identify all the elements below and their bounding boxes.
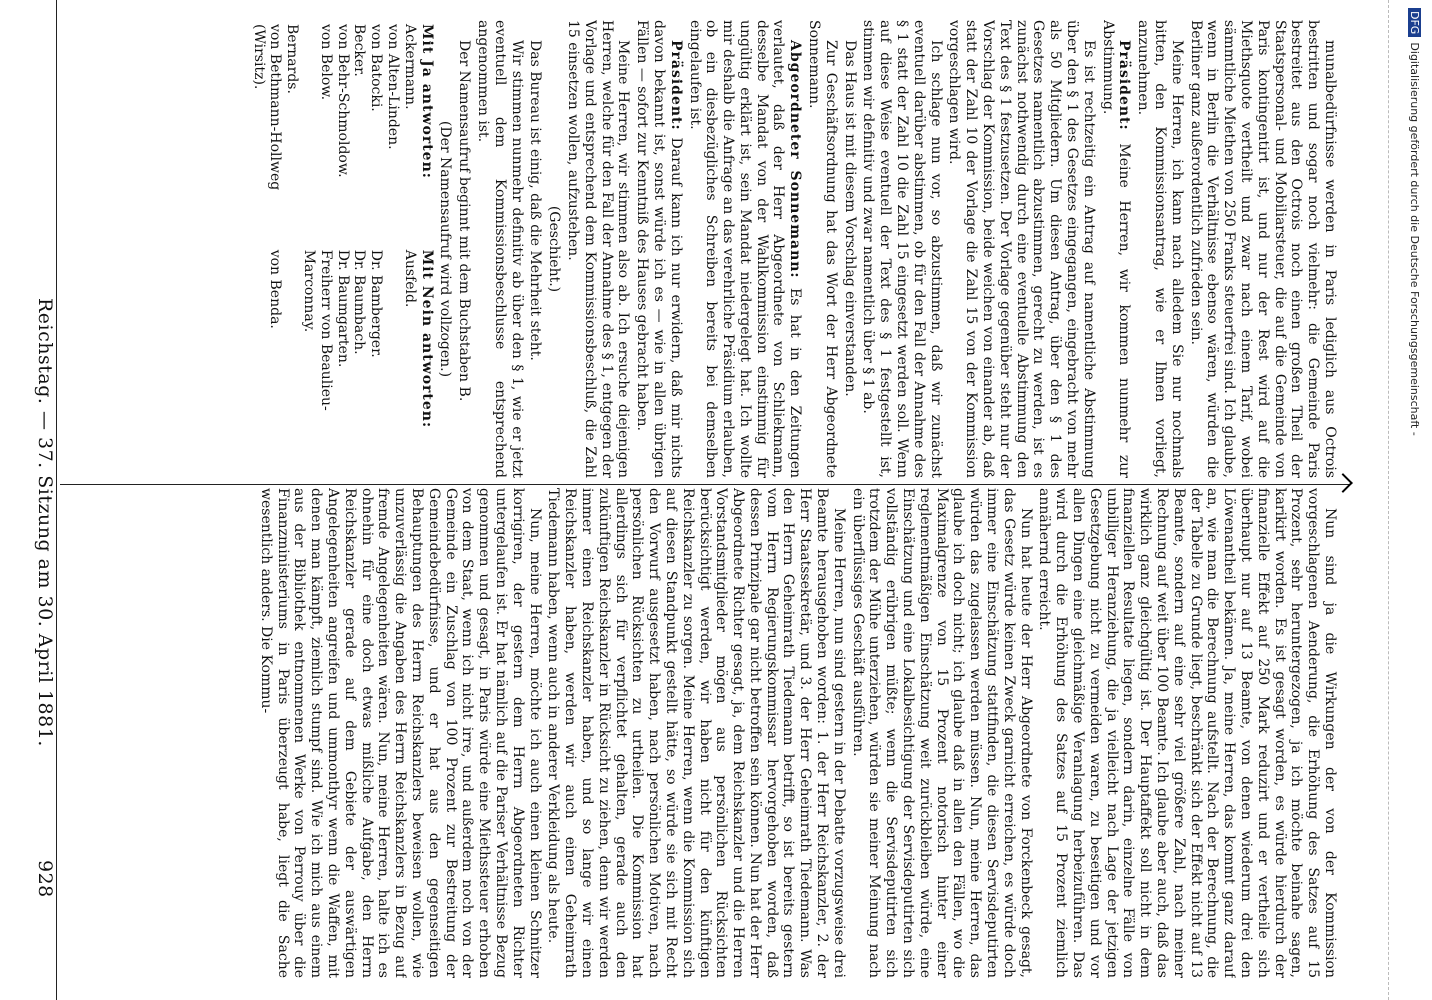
- no-name: Ausfeld.: [401, 249, 418, 308]
- stage-direction: (Geschieht.): [546, 205, 563, 293]
- table-row: [250, 20, 284, 478]
- no-name: Dr. Bamberger.: [368, 249, 385, 358]
- yes-name: von Batocki.: [368, 24, 385, 112]
- no-name: von Benda.: [267, 249, 284, 329]
- speaker-label: Abgeordneter Sonnemann:: [787, 40, 804, 279]
- yes-name: Ackermann.: [401, 24, 418, 110]
- speaker-paragraph: Abgeordneter Sonnemann: Es hat in den Zeitungen verlautet, daß der Herr Abgeordnete von Schliekmann, desselbe Mandat von der Wahlkommission einstimmig für ungültig erklärt ist, sein Mandat niedergelegt hat. Ich wollte mir deshalb die Anfrage an das verehrliche Präsidium erlauben, ob ein diesbezügliches Schreiben bereits bei demselben eingelaufen ist.: [686, 20, 804, 478]
- running-header: [12, 0, 57, 1000]
- yes-name: von Bethmann-Hollweg (Wirsitz).: [250, 24, 284, 191]
- table-row: [384, 20, 401, 478]
- stage-direction: (Der Namensaufruf wird vollzogen.): [437, 120, 454, 378]
- paragraph: Das Haus ist mit diesem Vorschlag einverstanden.: [841, 40, 858, 397]
- yes-heading: Mit Ja antworten:: [418, 24, 435, 179]
- running-title: Reichstag. — 37. Sitzung am 30. April 1881.: [34, 298, 56, 747]
- paragraph: Der Namensaufruf beginnt mit dem Buchstaben B.: [456, 40, 473, 402]
- yes-name: Bernards.: [284, 24, 301, 94]
- paragraph: munalbedürfnisse werden in Paris lediglich aus Octrois bestritten und sogar noch vielmehr: die Gemeinde Paris bestreitet aus den Octrois noch einen großen Theil der Staatspersonal- und Mobiliarsteuer, die auf die Gemeinde von Paris kontingentirt ist, und nur der Rest wird auf die Miethsquote vertheilt und zwar nach einem Tarif, wobei sämmtliche Miethen von 250 Franks steuerfrei sind. Ich glaube, wenn in Berlin die Verhältnisse ebenso wären, würden die Berliner ganz außerordentlich zufrieden sein.: [1187, 20, 1338, 478]
- roll-call-table: [250, 20, 435, 478]
- no-name: [384, 246, 401, 478]
- no-name: Dr. Baumgarten.: [334, 249, 351, 368]
- table-row: [300, 20, 334, 478]
- paragraph: Das Bureau ist einig, daß die Mehrheit steht.: [527, 40, 544, 361]
- paragraph: Nun, meine Herren, möchte ich auch einen kleinen Schnitzer korrigiren, der gestern dem Herrn Abgeordneten Richter untergelaufen ist. Er hat nämlich auf die Pariser Verhältnisse Bezug genommen und gesagt, in Paris würde eine Miethssteuer erhoben von dem Staat, wenn ich nicht irre, und außerdem noch von der Gemeinde ein Zuschlag von 100 Prozent zur Bestreitung der Gemeindebedürfnisse, und er hat aus den gegenseitigen Behauptungen des Herrn Reichskanzlers beweisen wollen, wie unzuverlässig die Angaben des Herrn Reichskanzlers in Bezug auf fremde Angelegenheiten wären. Nun, meine Herren, halte ich es ohnehin für eine doch etwas mißliche Aufgabe, den Herrn Reichskanzler gerade auf dem Gebiete der auswärtigen Angelegenheiten angreifen und ummonthyr wenn die Waffen, mit denen man kämpft, ziemlich stumpf sind. Wie ich mich aus einem aus der Bibliothek entnommenen Werke von Perrouy über die Finanzministeriums in Paris überzeugt habe, liegt die Sache wesentlich anders. Die Kommu-: [257, 488, 543, 978]
- no-name: Dr. Baumbach.: [351, 249, 368, 355]
- yes-name: Becker.: [351, 24, 368, 77]
- table-row: [334, 20, 351, 478]
- page-number: 928: [34, 860, 56, 898]
- dfg-logo: DFG: [1408, 8, 1421, 37]
- table-row: [351, 20, 368, 478]
- digitization-credit: [1408, 8, 1428, 992]
- scan-edge: [1388, 0, 1405, 1000]
- credit-text: Digitalisierung gefördert durch die Deutsche Forschungsgemeinschaft -: [1408, 42, 1421, 436]
- no-name: Freiherr von Beaulieu-Marconnay.: [300, 249, 334, 411]
- paragraph: Nun hat heute der Herr Abgeordnete von Forckenbeck gesagt, das Gesetz würde keinen Zweck garnicht erreichen, es würde doch immer eine Einschätzung stattfinden, die diesen Servisdeputirten würden das zugelassen werden müssen. Nun, meine Herren, das glaube ich doch nicht; ich glaube daß in allen den Fällen, wo die Maximalgrenze von 15 Prozent notorisch hinter einer reglementmäßigen Einschätzung weit zurückbleiben würde, eine Einschätzung und eine Lokalbesichtigung der Servisdeputirten sich vollständig erübrigen müßte; wenn die Servisdeputirten sich trotzdem der Mühe unterziehen, würden sie meiner Meinung nach ein überflüssiges Geschäft ausführen.: [849, 488, 1034, 978]
- speaker-label: Präsident:: [667, 40, 684, 131]
- table-row: [401, 20, 418, 478]
- no-heading: Mit Nein antworten:: [418, 249, 435, 429]
- paragraph: Meine Herren, nun sind gestern in der Debatte vorzugsweise drei Beamte herausgehoben worden: 1. der Herr Reichskanzler, 2. der Herr Staatssekretär, und 3. der Herr Geheimrath Tiedemann. Was den Herrn Geheimrath Tiedemann betrifft, so ist bereits gestern vom Herrn Regierungskommissar hervorgehoben worden, daß dessen Prinzipale gar nicht betroffen sein können. Nun hat der Herr Abgeordnete Richter gesagt, ja, dem Reichskanzler und die Herren Vorstandsmitglieder mögen aus persönlichen Rücksichten berücksichtigt werden, wir haben nicht für den künftigen Reichskanzler zu sorgen. Meine Herren, wenn die Kommission sich auf diesen Standpunkt gestellt hätte, so würde sie sich mit Recht den Vorwurf ausgesetzt haben, nach persönlichen Motiven, nach persönlichen Rücksichten zu urtheilen. Die Kommission hat allerdings sich für verpflichtet gehalten, gerade auch den zukünftigen Reichskanzler in Rücksicht zu ziehen, denn wir werden immer einen Reichskanzler haben, und so lange wir einen Reichskanzler haben, werden wir auch einen Geheimrath Tiedemann haben, wenn auch in anderer Verkleidung als heute.: [545, 488, 847, 978]
- speaker-label: Präsident:: [1116, 40, 1133, 131]
- paragraph: Meine Herren, ich kann nach alledem Sie nur nochmals bitten, den Kommissionsantrag, wie er Ihnen vorliegt, anzunehmen.: [1135, 20, 1185, 478]
- yes-name: von Below.: [317, 24, 334, 101]
- vote-heading-row: [418, 20, 435, 478]
- paragraph: Wir stimmen nunmehr definitiv ab über den § 1, wie er jetzt eventuell dem Kommissionsbeschlusse entsprechend angenommen ist.: [474, 20, 525, 478]
- table-row: [283, 20, 300, 478]
- speaker-paragraph: Präsident: Meine Herren, wir kommen nunmehr zur Abstimmung.: [1099, 20, 1133, 478]
- right-column: [62, 20, 1338, 478]
- column-divider: [60, 484, 1350, 485]
- paragraph: Nun sind ja die Wirkungen der von der Kommission vorgeschlagenen Aenderung, die Erhöhung des Satzes auf 15 Prozent, sehr heruntergezogen, ja ich möchte beinahe sagen, karikirt worden. Es ist gesagt worden, es würde hierdurch der finanzielle Effekt auf 250 Mark reduzirt und er vertheile sich überhaupt nur auf 13 Beamte, von denen wiederum drei den Löwenantheil bekämen. Ja, meine Herren, das kommt ganz darauf an, wie man die Berechnung aufstellt. Nach der Berechnung, die der Tabelle zu Grunde liegt, beschränkt sich der Effekt nicht auf 13 Beamte, sondern auf eine sehr viel größere Zahl, nach meiner Rechnung auf weit über 100 Beamte. Ich glaube aber auch, daß das wirklich ganz gleichgültig ist. Der Hauptaffekt soll nicht in dem finanziellen Resultate liegen, sondern darin, einzelne Fälle von unbilliger Heranziehung, die ja vielleicht nach Lage der jetzigen Gesetzgebung nicht zu vermeiden waren, zu beseitigen und vor allen Dingen eine gleichmäßige Veranlagung herbeizuführen. Das wird durch die Erhöhung des Satzes auf 15 Prozent ziemlich annähernd erreicht.: [1036, 488, 1338, 978]
- speaker-paragraph: Präsident: Darauf kann ich nur erwidern, daß mir nichts davon bekannt ist, sonst würde ich es — wie in allen übrigen Fällen — sofort zur Kenntniß des Hauses gebracht haben.: [634, 20, 684, 478]
- no-name: [283, 246, 300, 478]
- table-row: [367, 20, 384, 478]
- paragraph: Zur Geschäftsordnung hat das Wort der Herr Abgeordnete Sonnemann.: [806, 20, 839, 478]
- yes-name: von Behr-Schmoldow.: [334, 24, 351, 178]
- paragraph: Meine Herren, wir stimmen also ab. Ich ersuche diejenigen Herren, welche für den Fall der Annahme des § 1, entgegen der Vorlage und entsprechend dem Kommissionsbeschluß, die Zahl 15 einsetzen wollen, aufzustehen.: [564, 20, 632, 478]
- paragraph: Es ist rechtzeitig ein Antrag auf namentliche Abstimmung über den § 1 des Gesetzes eingegangen, eingebracht von mehr als 50 Mitgliedern. Um diesen Antrag, über den § 1 des Gesetzes namentlich abzustimmen, gerecht zu werden, ist es zunächst nothwendig durch eine eventuelle Abstimmung den Text des § 1 festzusetzen. Der Vorlage gegenüber steht nur der Vorschlag der Kommission, beide weichen von einander ab, daß statt der Zahl 10 der Vorlage die Zahl 15 von der Kommission vorgeschlagen wird.: [946, 20, 1097, 478]
- paragraph: Ich schlage nun vor, so abzustimmen, daß wir zunächst eventuell darüber abstimmen, ob für den Fall der Annahme des § 1 statt der Zahl 10 die Zahl 15 eingesetzt werden soll. Wenn auf diese Weise eventuell der Text des § 1 festgestellt ist, stimmen wir definitiv und zwar namentlich über § 1 ab.: [860, 20, 944, 478]
- left-column: [62, 488, 1338, 978]
- yes-name: von Alten-Linden.: [384, 24, 401, 150]
